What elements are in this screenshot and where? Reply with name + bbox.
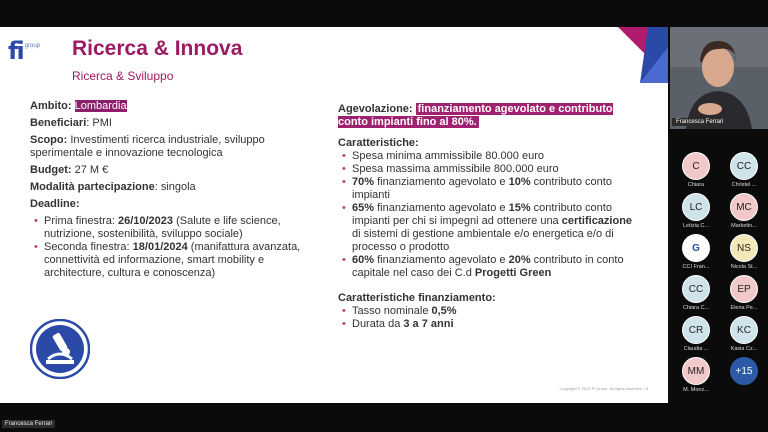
ambito-value: Lombardia bbox=[74, 100, 127, 112]
deadline-pre: Seconda finestra: bbox=[44, 241, 133, 253]
agevolazione-value: finanziamento agevolato e contributo conto impianti fino al 80%. bbox=[338, 103, 613, 128]
slide-title: Ricerca & Innova bbox=[72, 37, 243, 60]
deadline-label: Deadline: bbox=[30, 198, 80, 210]
participant-tile[interactable] bbox=[720, 234, 768, 270]
deadline-post: (manifattura avanzata, connettività ed informazione, smart mobility e architecture, cultura e conoscenza) bbox=[44, 241, 301, 279]
c5-bold3: Progetti Green bbox=[474, 267, 552, 279]
f2-text: Durata da bbox=[352, 318, 404, 330]
caratteristica-item bbox=[352, 202, 634, 254]
participant-avatar: G bbox=[682, 234, 710, 262]
participant-tile[interactable] bbox=[672, 193, 720, 229]
participant-avatar: CC bbox=[730, 152, 758, 180]
scopo-value: Investimenti ricerca industriale, sviluppo sperimentale e innovazione tecnologica bbox=[30, 134, 265, 159]
presenter-name-label: Francesca Ferrari bbox=[2, 420, 55, 428]
caratteristica-item bbox=[352, 254, 634, 280]
participant-tile[interactable] bbox=[720, 152, 768, 188]
caratteristica-item bbox=[352, 176, 634, 202]
participant-name: Letizia C... bbox=[683, 223, 709, 229]
presentation-slide bbox=[0, 27, 668, 403]
participant-name: Claudia ... bbox=[683, 346, 709, 352]
scopo-row bbox=[30, 134, 320, 160]
scopo-label: Scopo: bbox=[30, 134, 68, 146]
c5-text1: finanziamento agevolato e bbox=[374, 254, 509, 266]
participant-avatar: LC bbox=[682, 193, 710, 221]
c4-bold2: 15% bbox=[508, 202, 531, 214]
budget-value: 27 M € bbox=[71, 164, 109, 176]
caratteristica-item: • Spesa massima ammissibile 800.000 euro bbox=[352, 163, 634, 176]
caratteristiche-label: Caratteristiche: bbox=[338, 137, 419, 149]
fi-group-logo bbox=[8, 39, 40, 63]
c5-bold1: 60% bbox=[352, 254, 375, 266]
slide-footer: Copyright © 2023 Fi Group. All rights reserved. / 6 bbox=[559, 386, 648, 391]
c4-text1: finanziamento agevolato e bbox=[374, 202, 509, 214]
c4-text2: contributo conto impianti per chi si impegni ad ottenere una bbox=[352, 202, 612, 227]
participant-name: Christel ... bbox=[731, 182, 757, 188]
f2-bold: 3 a 7 anni bbox=[403, 318, 454, 330]
f1-text: Tasso nominale bbox=[352, 305, 432, 317]
participant-avatar: EP bbox=[730, 275, 758, 303]
deadline-date: 18/01/2024 bbox=[132, 241, 188, 253]
speaker-avatar-icon bbox=[670, 27, 768, 129]
decorative-triangles-icon bbox=[618, 27, 668, 83]
modalita-value: : singola bbox=[154, 181, 196, 193]
agevolazione-label: Agevolazione: bbox=[338, 103, 413, 115]
caratteristica-item: • Spesa minima ammissibile 80.000 euro bbox=[352, 150, 634, 163]
participant-tile[interactable] bbox=[720, 316, 768, 352]
deadline-post: (Salute e life science, nutrizione, sostenibilità, sviluppo sociale) bbox=[44, 215, 281, 240]
left-column bbox=[30, 100, 320, 280]
c3-bold1: 70% bbox=[352, 176, 375, 188]
f1-bold: 0,5% bbox=[431, 305, 457, 317]
speaker-name-label: Francesca Ferrari bbox=[672, 118, 727, 126]
participants-panel bbox=[672, 152, 768, 393]
deadline-date: 26/10/2023 bbox=[117, 215, 174, 227]
finanziamento-item bbox=[352, 305, 634, 318]
budget-label: Budget: bbox=[30, 164, 72, 176]
beneficiari-label: Beneficiari bbox=[30, 117, 87, 129]
participant-name: Marketin... bbox=[731, 223, 757, 229]
budget-row bbox=[30, 164, 320, 177]
participant-tile[interactable] bbox=[672, 152, 720, 188]
participant-name: Nicola St... bbox=[730, 264, 758, 270]
participant-avatar: MM bbox=[682, 357, 710, 385]
caratteristiche-list bbox=[338, 150, 634, 280]
c3-text2: contributo conto impianti bbox=[352, 176, 612, 201]
microscope-icon bbox=[30, 319, 90, 379]
participant-name: CCI Fran... bbox=[682, 264, 710, 270]
participant-tile[interactable] bbox=[672, 234, 720, 270]
finanziamento-label: Caratteristiche finanziamento: bbox=[338, 292, 496, 304]
participant-name: Elena Pe... bbox=[730, 305, 758, 311]
participant-name: M. Monz... bbox=[683, 387, 709, 393]
participant-avatar: CR bbox=[682, 316, 710, 344]
participant-name: Kasia Cz... bbox=[730, 346, 758, 352]
participant-tile[interactable] bbox=[672, 357, 720, 393]
beneficiari-row bbox=[30, 117, 320, 130]
participant-tile[interactable] bbox=[720, 275, 768, 311]
participant-tile[interactable] bbox=[720, 193, 768, 229]
ambito-label: Ambito: bbox=[30, 100, 72, 112]
deadline-list bbox=[30, 215, 320, 280]
c5-text2: contributo in conto capitale nel caso dei C.d bbox=[352, 254, 624, 279]
participant-tile[interactable] bbox=[720, 357, 768, 393]
logo-fi-text: fi bbox=[8, 37, 23, 65]
c3-text1: finanziamento agevolato e bbox=[374, 176, 509, 188]
participant-avatar: CC bbox=[682, 275, 710, 303]
participant-avatar: NS bbox=[730, 234, 758, 262]
c3-bold2: 10% bbox=[508, 176, 531, 188]
right-column bbox=[338, 103, 634, 331]
participant-avatar: MC bbox=[730, 193, 758, 221]
c5-bold2: 20% bbox=[508, 254, 531, 266]
participants-grid bbox=[672, 152, 768, 393]
deadline-item bbox=[44, 241, 320, 280]
ambito-row bbox=[30, 100, 320, 113]
beneficiari-value: : PMI bbox=[86, 117, 112, 129]
slide-subtitle: Ricerca & Sviluppo bbox=[72, 69, 174, 83]
participant-tile[interactable] bbox=[672, 275, 720, 311]
logo-group-text: group bbox=[24, 43, 41, 49]
participant-name: Chiara bbox=[687, 182, 705, 188]
finanziamento-list bbox=[338, 305, 634, 331]
c4-bold3: certificazione bbox=[561, 215, 633, 227]
deadline-pre: Prima finestra: bbox=[44, 215, 118, 227]
speaker-video[interactable] bbox=[670, 27, 768, 129]
modalita-label: Modalità partecipazione bbox=[30, 181, 155, 193]
participant-avatar: C bbox=[682, 152, 710, 180]
deadline-item bbox=[44, 215, 320, 241]
participant-name: Chiara C... bbox=[682, 305, 710, 311]
agevolazione-row bbox=[338, 103, 634, 129]
c4-bold1: 65% bbox=[352, 202, 375, 214]
finanziamento-item bbox=[352, 318, 634, 331]
participant-tile[interactable] bbox=[672, 316, 720, 352]
participant-avatar: +15 bbox=[730, 357, 758, 385]
c4-text3: di sistemi di gestione ambientale e/o energetica e/o di processo o prodotto bbox=[352, 228, 614, 253]
participant-avatar: KC bbox=[730, 316, 758, 344]
modalita-row bbox=[30, 181, 320, 194]
